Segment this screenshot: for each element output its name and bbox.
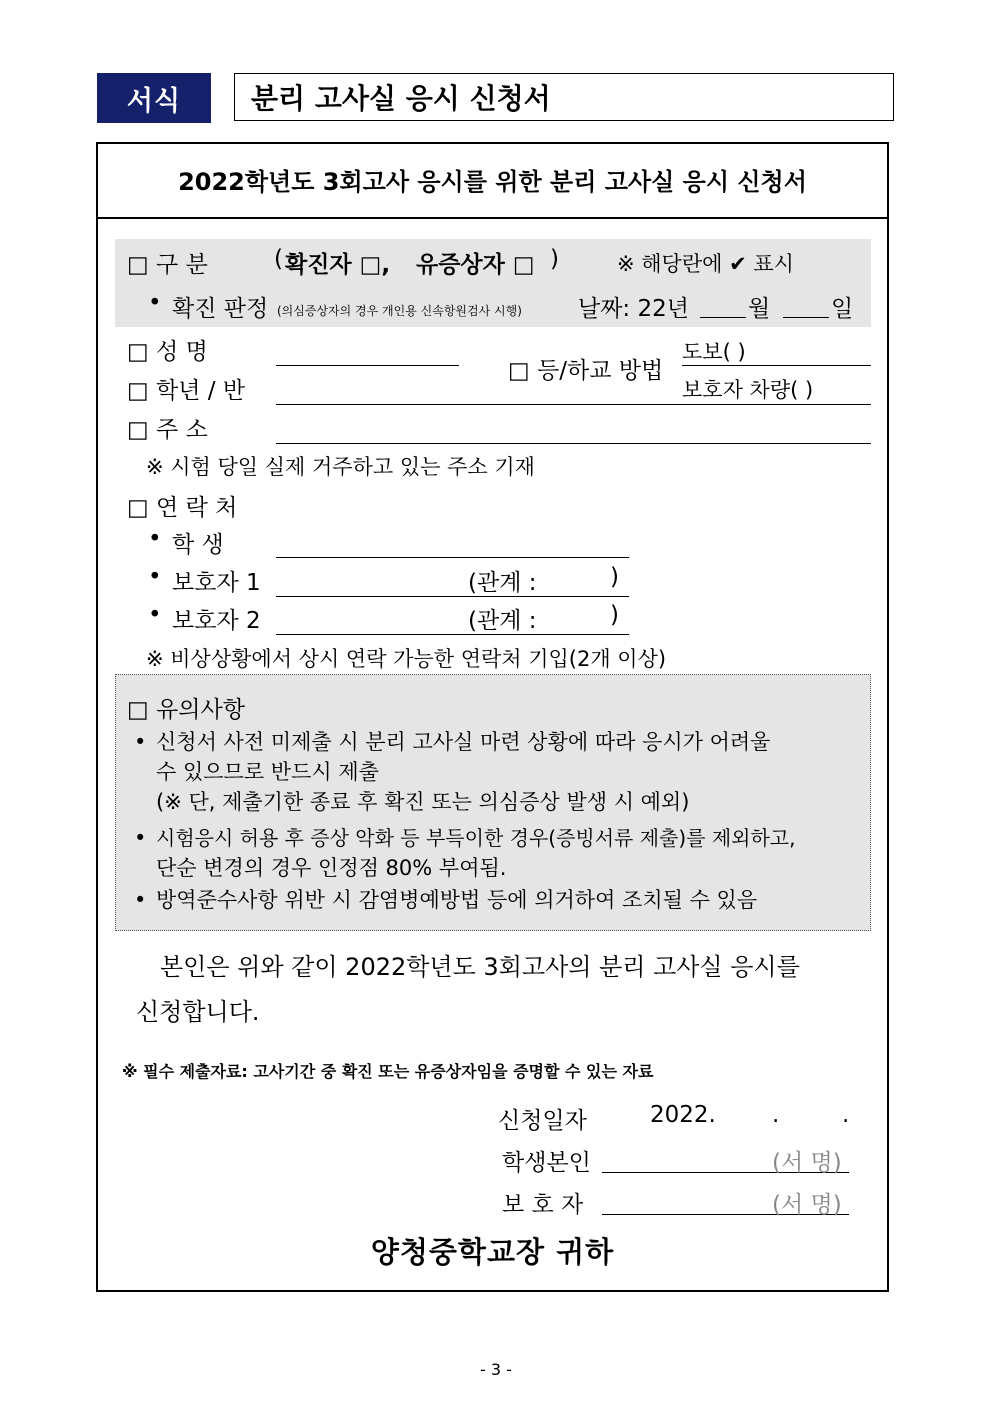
suspected-checkbox[interactable]: 유증상자 □: [416, 252, 535, 278]
address-input[interactable]: [276, 443, 871, 444]
diagnosis-label: 확진 판정: [172, 296, 269, 322]
guardian1-relation: (관계 :: [468, 570, 537, 596]
diagnosis-bullet: •: [148, 290, 162, 316]
note1-bullet: •: [134, 730, 147, 754]
guardian2-input[interactable]: [276, 634, 629, 635]
category-close: ): [550, 246, 559, 272]
date-dot-2: .: [842, 1102, 850, 1128]
guardian2-relation: (관계 :: [468, 608, 537, 634]
confirmed-checkbox[interactable]: 확진자 □,: [285, 252, 391, 278]
notes-title: □ 유의사항: [127, 697, 245, 723]
commute-car[interactable]: 보호자 차량( ): [682, 378, 814, 402]
name-label: □ 성 명: [127, 339, 208, 365]
guardian1-bullet: •: [148, 564, 162, 590]
month-label: 월: [748, 296, 771, 322]
student-contact-input[interactable]: [276, 557, 629, 558]
guardian-sign-label: 보 호 자: [502, 1192, 584, 1218]
guardian-sign-placeholder: (서 명): [772, 1192, 842, 1218]
student-sign-label: 학생본인: [502, 1150, 591, 1176]
student-bullet: •: [148, 526, 162, 552]
guardian2-label: 보호자 2: [172, 608, 261, 634]
guardian2-relation-close: ): [610, 602, 619, 628]
date-label: 신청일자: [498, 1108, 587, 1134]
note3-bullet: •: [134, 888, 147, 912]
student-contact-label: 학 생: [172, 532, 224, 558]
day-input[interactable]: [783, 317, 829, 318]
required-docs-note: ※ 필수 제출자료: 고사기간 중 확진 또는 유증상자임을 증명할 수 있는 자료: [122, 1062, 654, 1081]
diagnosis-sub: (의심증상자의 경우 개인용 신속항원검사 시행): [277, 304, 522, 318]
guardian1-input[interactable]: [276, 596, 629, 597]
grade-label: □ 학년 / 반: [127, 378, 246, 404]
note1-line2: 수 있으므로 반드시 제출: [156, 760, 379, 784]
student-sign-placeholder: (서 명): [772, 1150, 842, 1176]
declaration-line2: 신청합니다.: [136, 998, 260, 1026]
day-label: 일: [831, 296, 854, 322]
category-label: □ 구 분: [127, 252, 208, 278]
page-number: - 3 -: [480, 1360, 512, 1379]
note1-line3: (※ 단, 제출기한 종료 후 확진 또는 의심증상 발생 시 예외): [156, 790, 690, 814]
commute-divider: [682, 365, 871, 366]
note1-line1: 신청서 사전 미제출 시 분리 고사실 마련 상황에 따라 응시가 어려울: [156, 730, 771, 754]
guardian1-relation-close: ): [610, 564, 619, 590]
address-note: ※ 시험 당일 실제 거주하고 있는 주소 기재: [146, 455, 535, 479]
form-tag: 서식: [97, 73, 211, 123]
category-open: (: [274, 246, 283, 272]
form-header-title: 2022학년도 3회고사 응시를 위한 분리 고사실 응시 신청서: [96, 142, 889, 219]
grade-input[interactable]: [276, 404, 871, 405]
category-note: ※ 해당란에 ✔ 표시: [617, 252, 794, 276]
note2-line2: 단순 변경의 경우 인정점 80% 부여됨.: [156, 856, 507, 880]
guardian1-label: 보호자 1: [172, 570, 261, 596]
date-dot-1: .: [772, 1102, 780, 1128]
month-input[interactable]: [700, 317, 746, 318]
commute-walk[interactable]: 도보( ): [682, 340, 746, 364]
guardian2-bullet: •: [148, 602, 162, 628]
commute-label: □ 등/하교 방법: [508, 358, 664, 384]
date-value[interactable]: 2022.: [650, 1102, 716, 1128]
declaration-line1: 본인은 위와 같이 2022학년도 3회고사의 분리 고사실 응시를: [160, 953, 800, 981]
note2-line1: 시험응시 허용 후 증상 악화 등 부득이한 경우(증빙서류 제출)를 제외하고,: [156, 826, 796, 850]
note2-bullet: •: [134, 826, 147, 850]
principal-addressee: 양청중학교장 귀하: [370, 1235, 615, 1269]
note3-line1: 방역준수사항 위반 시 감염병예방법 등에 의거하여 조치될 수 있음: [156, 888, 758, 912]
name-input[interactable]: [276, 365, 459, 366]
contact-note: ※ 비상상황에서 상시 연락 가능한 연락처 기입(2개 이상): [146, 647, 667, 671]
contact-label: □ 연 락 처: [127, 495, 238, 521]
form-title: 분리 고사실 응시 신청서: [234, 73, 894, 121]
diagnosis-date-label: 날짜: 22년: [578, 296, 689, 322]
address-label: □ 주 소: [127, 417, 208, 443]
